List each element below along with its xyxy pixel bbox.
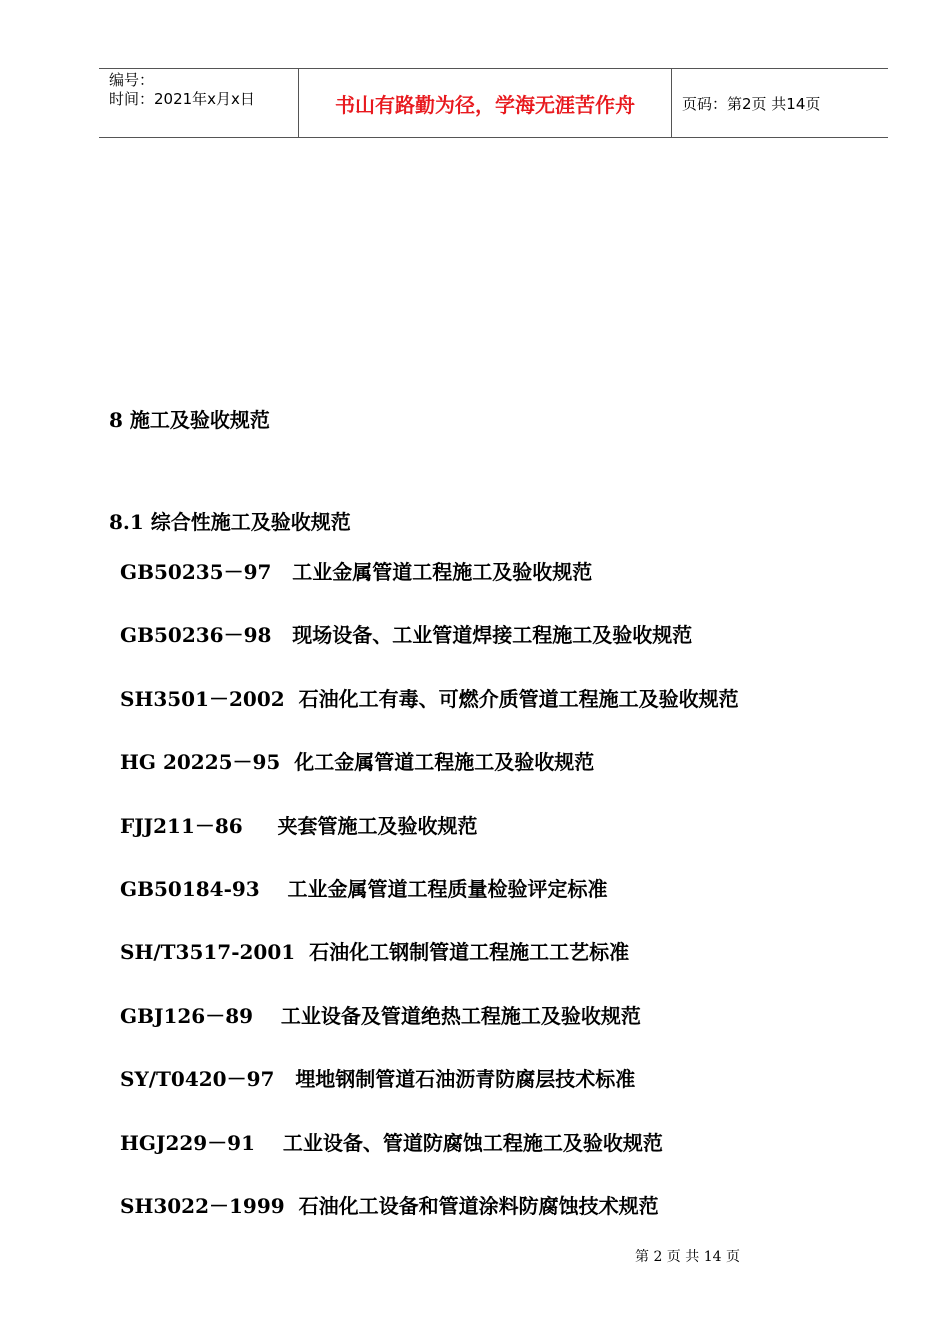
number-label: 编号： bbox=[109, 71, 155, 89]
header-motto: 书山有路勤为径，学海无涯苦作舟 bbox=[299, 69, 672, 137]
standard-item: GBJ126－89 工业设备及管道绝热工程施工及验收规范 bbox=[120, 1003, 641, 1028]
standard-item: SH3022－1999 石油化工设备和管道涂料防腐蚀技术规范 bbox=[120, 1193, 659, 1218]
standard-item: SY/T0420－97 埋地钢制管道石油沥青防腐层技术标准 bbox=[120, 1067, 636, 1092]
page-footer: 第 2 页 共 14 页 bbox=[635, 1249, 740, 1265]
page-header bbox=[99, 68, 888, 138]
section-title: 8 施工及验收规范 bbox=[109, 408, 270, 432]
standard-item: GB50236－98 现场设备、工业管道焊接工程施工及验收规范 bbox=[120, 623, 693, 648]
standard-item: HGJ229－91 工业设备、管道防腐蚀工程施工及验收规范 bbox=[120, 1130, 663, 1155]
subsection-title: 8.1 综合性施工及验收规范 bbox=[109, 510, 351, 534]
standard-item: SH/T3517-2001 石油化工钢制管道工程施工工艺标准 bbox=[120, 940, 630, 965]
standard-item: HG 20225－95 化工金属管道工程施工及验收规范 bbox=[120, 750, 595, 775]
standard-item: SH3501－2002 石油化工有毒、可燃介质管道工程施工及验收规范 bbox=[120, 686, 739, 711]
standards-list bbox=[120, 558, 739, 1255]
standard-item: FJJ211－86 夹套管施工及验收规范 bbox=[120, 813, 478, 838]
header-page-info: 页码：第2页 共14页 bbox=[682, 94, 821, 113]
standard-item: GB50235－97 工业金属管道工程施工及验收规范 bbox=[120, 560, 593, 584]
header-meta bbox=[99, 69, 299, 137]
standard-item: GB50184-93 工业金属管道工程质量检验评定标准 bbox=[120, 876, 608, 901]
time-label: 时间：2021年x月x日 bbox=[109, 90, 255, 108]
